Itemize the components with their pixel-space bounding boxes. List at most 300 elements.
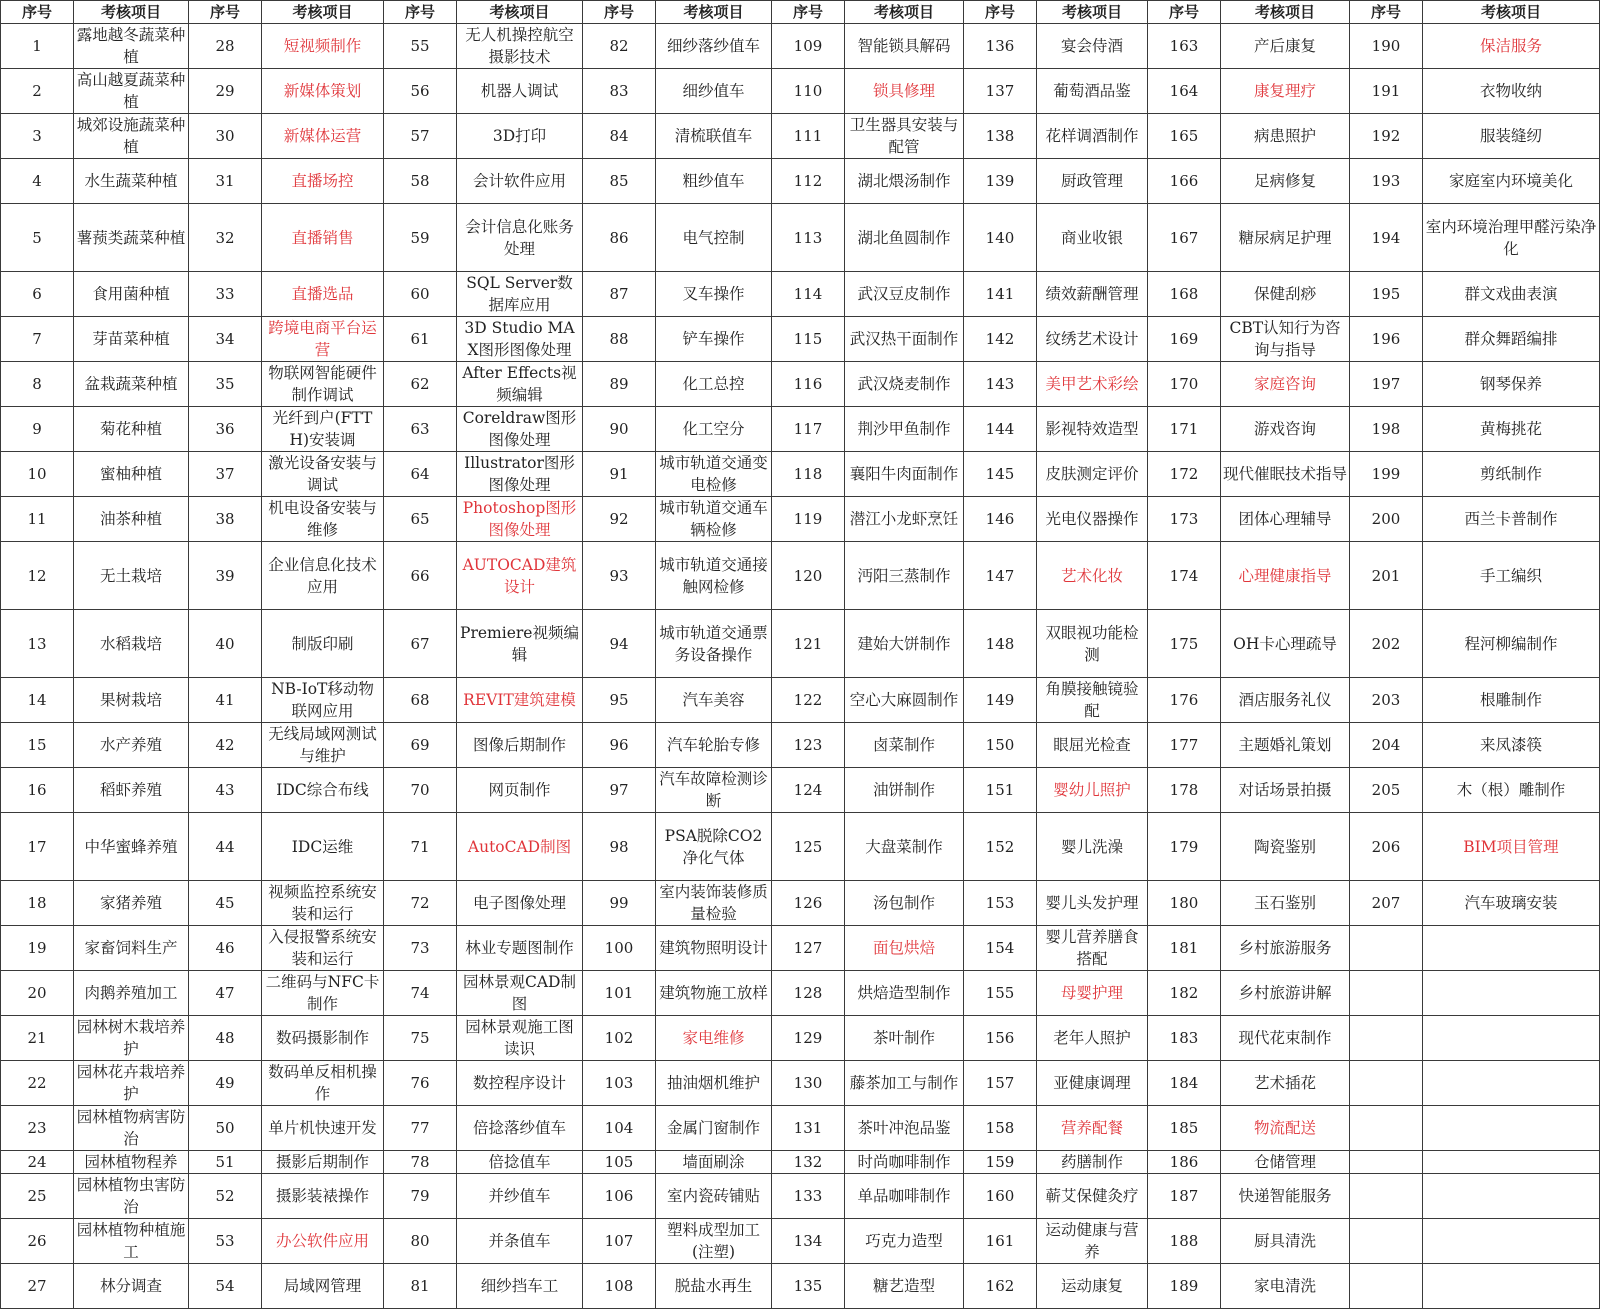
item-cell: 城郊设施蔬菜种植: [74, 114, 189, 159]
item-cell: 武汉烧麦制作: [845, 362, 964, 407]
index-cell: 1: [1, 24, 74, 69]
index-cell: 177: [1148, 723, 1221, 768]
item-cell: 室内装饰装修质量检验: [656, 881, 772, 926]
item-cell: 入侵报警系统安装和运行: [262, 926, 384, 971]
index-cell: 48: [189, 1016, 262, 1061]
table-row: [1, 768, 1600, 813]
index-cell: 42: [189, 723, 262, 768]
header-cell: 序号: [1, 1, 74, 24]
index-cell: 46: [189, 926, 262, 971]
index-cell: 135: [772, 1264, 845, 1309]
index-cell: 33: [189, 272, 262, 317]
item-cell: 短视频制作: [262, 24, 384, 69]
item-cell: 园林植物虫害防治: [74, 1174, 189, 1219]
index-cell: [1350, 1151, 1423, 1174]
item-cell: 服装缝纫: [1423, 114, 1600, 159]
item-cell: Premiere视频编辑: [457, 610, 583, 678]
index-cell: 3: [1, 114, 74, 159]
item-cell: 摄影后期制作: [262, 1151, 384, 1174]
table-row: [1, 971, 1600, 1016]
index-cell: 90: [583, 407, 656, 452]
item-cell: 花样调酒制作: [1037, 114, 1148, 159]
item-cell: 电气控制: [656, 204, 772, 272]
index-cell: 9: [1, 407, 74, 452]
item-cell: 水产养殖: [74, 723, 189, 768]
table-row: [1, 1061, 1600, 1106]
item-cell: 食用菌种植: [74, 272, 189, 317]
item-cell: 直播销售: [262, 204, 384, 272]
item-cell: 婴幼儿照护: [1037, 768, 1148, 813]
item-cell: 群文戏曲表演: [1423, 272, 1600, 317]
index-cell: 104: [583, 1106, 656, 1151]
item-cell: 3D Studio MAX图形图像处理: [457, 317, 583, 362]
table-row: [1, 114, 1600, 159]
item-cell: 芽苗菜种植: [74, 317, 189, 362]
item-cell: 沔阳三蒸制作: [845, 542, 964, 610]
index-cell: 207: [1350, 881, 1423, 926]
item-cell: 图像后期制作: [457, 723, 583, 768]
item-cell: 机器人调试: [457, 69, 583, 114]
table-row: [1, 813, 1600, 881]
index-cell: 49: [189, 1061, 262, 1106]
index-cell: 129: [772, 1016, 845, 1061]
item-cell: Photoshop图形图像处理: [457, 497, 583, 542]
index-cell: 36: [189, 407, 262, 452]
item-cell: 制版印刷: [262, 610, 384, 678]
item-cell: 婴儿头发护理: [1037, 881, 1148, 926]
item-cell: 化工空分: [656, 407, 772, 452]
item-cell: 酒店服务礼仪: [1221, 678, 1350, 723]
index-cell: 13: [1, 610, 74, 678]
index-cell: [1350, 1174, 1423, 1219]
item-cell: 葡萄酒品鉴: [1037, 69, 1148, 114]
index-cell: 138: [964, 114, 1037, 159]
index-cell: 161: [964, 1219, 1037, 1264]
index-cell: 85: [583, 159, 656, 204]
item-cell: 办公软件应用: [262, 1219, 384, 1264]
index-cell: 8: [1, 362, 74, 407]
item-cell: 商业收银: [1037, 204, 1148, 272]
header-cell: 考核项目: [262, 1, 384, 24]
item-cell: 汽车轮胎专修: [656, 723, 772, 768]
item-cell: 家畜饲料生产: [74, 926, 189, 971]
item-cell: 汽车故障检测诊断: [656, 768, 772, 813]
item-cell: 视频监控系统安装和运行: [262, 881, 384, 926]
item-cell: 3D打印: [457, 114, 583, 159]
item-cell: Illustrator图形图像处理: [457, 452, 583, 497]
table-row: [1, 407, 1600, 452]
index-cell: 139: [964, 159, 1037, 204]
item-cell: 茶叶制作: [845, 1016, 964, 1061]
index-cell: 149: [964, 678, 1037, 723]
table-row: [1, 1219, 1600, 1264]
item-cell: 纹绣艺术设计: [1037, 317, 1148, 362]
index-cell: 62: [384, 362, 457, 407]
index-cell: 159: [964, 1151, 1037, 1174]
index-cell: 167: [1148, 204, 1221, 272]
index-cell: 15: [1, 723, 74, 768]
index-cell: 202: [1350, 610, 1423, 678]
index-cell: 47: [189, 971, 262, 1016]
item-cell: 时尚咖啡制作: [845, 1151, 964, 1174]
index-cell: 44: [189, 813, 262, 881]
item-cell: 厨具清洗: [1221, 1219, 1350, 1264]
index-cell: 41: [189, 678, 262, 723]
index-cell: 34: [189, 317, 262, 362]
item-cell: 药膳制作: [1037, 1151, 1148, 1174]
item-cell: 薯蓣类蔬菜种植: [74, 204, 189, 272]
index-cell: 76: [384, 1061, 457, 1106]
table-row: [1, 881, 1600, 926]
item-cell: 糖尿病足护理: [1221, 204, 1350, 272]
table-row: [1, 24, 1600, 69]
item-cell: 潜江小龙虾烹饪: [845, 497, 964, 542]
item-cell: 家电清洗: [1221, 1264, 1350, 1309]
index-cell: 189: [1148, 1264, 1221, 1309]
item-cell: 稻虾养殖: [74, 768, 189, 813]
item-cell: 数码单反相机操作: [262, 1061, 384, 1106]
index-cell: 130: [772, 1061, 845, 1106]
item-cell: 细纱挡车工: [457, 1264, 583, 1309]
item-cell: 病患照护: [1221, 114, 1350, 159]
index-cell: 91: [583, 452, 656, 497]
item-cell: 巧克力造型: [845, 1219, 964, 1264]
index-cell: 102: [583, 1016, 656, 1061]
index-cell: 24: [1, 1151, 74, 1174]
item-cell: 亚健康调理: [1037, 1061, 1148, 1106]
index-cell: 43: [189, 768, 262, 813]
item-cell: 叉车操作: [656, 272, 772, 317]
index-cell: 205: [1350, 768, 1423, 813]
item-cell: 肉鹅养殖加工: [74, 971, 189, 1016]
item-cell: 油饼制作: [845, 768, 964, 813]
index-cell: 30: [189, 114, 262, 159]
index-cell: 110: [772, 69, 845, 114]
index-cell: 7: [1, 317, 74, 362]
index-cell: 54: [189, 1264, 262, 1309]
index-cell: 67: [384, 610, 457, 678]
item-cell: 机电设备安装与维修: [262, 497, 384, 542]
header-cell: 序号: [1350, 1, 1423, 24]
item-cell: 双眼视功能检测: [1037, 610, 1148, 678]
index-cell: 145: [964, 452, 1037, 497]
header-cell: 考核项目: [457, 1, 583, 24]
item-cell: 林分调查: [74, 1264, 189, 1309]
index-cell: 137: [964, 69, 1037, 114]
item-cell: 锁具修理: [845, 69, 964, 114]
index-cell: 87: [583, 272, 656, 317]
item-cell: Coreldraw图形图像处理: [457, 407, 583, 452]
item-cell: 运动健康与营养: [1037, 1219, 1148, 1264]
index-cell: 127: [772, 926, 845, 971]
index-cell: 105: [583, 1151, 656, 1174]
header-row: [1, 1, 1600, 24]
index-cell: 190: [1350, 24, 1423, 69]
item-cell: 剪纸制作: [1423, 452, 1600, 497]
item-cell: 摄影装裱操作: [262, 1174, 384, 1219]
index-cell: [1350, 1061, 1423, 1106]
item-cell: [1423, 1106, 1600, 1151]
item-cell: 藤茶加工与制作: [845, 1061, 964, 1106]
item-cell: 企业信息化技术应用: [262, 542, 384, 610]
index-cell: 179: [1148, 813, 1221, 881]
index-cell: 53: [189, 1219, 262, 1264]
index-cell: 16: [1, 768, 74, 813]
index-cell: 45: [189, 881, 262, 926]
index-cell: 176: [1148, 678, 1221, 723]
item-cell: 园林景观CAD制图: [457, 971, 583, 1016]
item-cell: 细纱值车: [656, 69, 772, 114]
index-cell: 37: [189, 452, 262, 497]
item-cell: 单品咖啡制作: [845, 1174, 964, 1219]
table-row: [1, 1151, 1600, 1174]
item-cell: After Effects视频编辑: [457, 362, 583, 407]
header-cell: 序号: [1148, 1, 1221, 24]
item-cell: 园林植物种植施工: [74, 1219, 189, 1264]
item-cell: 家庭咨询: [1221, 362, 1350, 407]
item-cell: 园林树木栽培养护: [74, 1016, 189, 1061]
item-cell: 高山越夏蔬菜种植: [74, 69, 189, 114]
item-cell: 墙面刷涂: [656, 1151, 772, 1174]
item-cell: 蜜柚种植: [74, 452, 189, 497]
index-cell: 73: [384, 926, 457, 971]
index-cell: 193: [1350, 159, 1423, 204]
item-cell: 婴儿营养膳食搭配: [1037, 926, 1148, 971]
header-cell: 序号: [583, 1, 656, 24]
index-cell: 75: [384, 1016, 457, 1061]
index-cell: 175: [1148, 610, 1221, 678]
index-cell: 78: [384, 1151, 457, 1174]
table-row: [1, 723, 1600, 768]
index-cell: 124: [772, 768, 845, 813]
item-cell: 玉石鉴别: [1221, 881, 1350, 926]
item-cell: 糖艺造型: [845, 1264, 964, 1309]
item-cell: 建筑物照明设计: [656, 926, 772, 971]
table-row: [1, 362, 1600, 407]
table-row: [1, 1264, 1600, 1309]
item-cell: 保健刮痧: [1221, 272, 1350, 317]
item-cell: 对话场景拍摄: [1221, 768, 1350, 813]
index-cell: 185: [1148, 1106, 1221, 1151]
item-cell: 老年人照护: [1037, 1016, 1148, 1061]
item-cell: 运动康复: [1037, 1264, 1148, 1309]
item-cell: 卫生器具安装与配管: [845, 114, 964, 159]
index-cell: 136: [964, 24, 1037, 69]
index-cell: 68: [384, 678, 457, 723]
item-cell: 足病修复: [1221, 159, 1350, 204]
table-row: [1, 317, 1600, 362]
index-cell: 172: [1148, 452, 1221, 497]
header-cell: 序号: [964, 1, 1037, 24]
index-cell: 107: [583, 1219, 656, 1264]
index-cell: 79: [384, 1174, 457, 1219]
index-cell: 118: [772, 452, 845, 497]
item-cell: 城市轨道交通变电检修: [656, 452, 772, 497]
index-cell: 166: [1148, 159, 1221, 204]
index-cell: 28: [189, 24, 262, 69]
item-cell: 露地越冬蔬菜种植: [74, 24, 189, 69]
index-cell: 55: [384, 24, 457, 69]
item-cell: 并纱值车: [457, 1174, 583, 1219]
index-cell: 74: [384, 971, 457, 1016]
index-cell: 20: [1, 971, 74, 1016]
table-body: [1, 24, 1600, 1309]
item-cell: 数控程序设计: [457, 1061, 583, 1106]
item-cell: 铲车操作: [656, 317, 772, 362]
index-cell: 94: [583, 610, 656, 678]
index-cell: 27: [1, 1264, 74, 1309]
index-cell: 173: [1148, 497, 1221, 542]
table-row: [1, 542, 1600, 610]
item-cell: [1423, 1219, 1600, 1264]
item-cell: [1423, 1061, 1600, 1106]
index-cell: 148: [964, 610, 1037, 678]
item-cell: 塑料成型加工(注塑): [656, 1219, 772, 1264]
index-cell: 58: [384, 159, 457, 204]
item-cell: 眼屈光检查: [1037, 723, 1148, 768]
index-cell: 51: [189, 1151, 262, 1174]
item-cell: SQL Server数据库应用: [457, 272, 583, 317]
index-cell: 82: [583, 24, 656, 69]
item-cell: 汽车玻璃安装: [1423, 881, 1600, 926]
index-cell: 162: [964, 1264, 1037, 1309]
item-cell: 园林植物病害防治: [74, 1106, 189, 1151]
index-cell: 178: [1148, 768, 1221, 813]
header-cell: 序号: [384, 1, 457, 24]
index-cell: 80: [384, 1219, 457, 1264]
item-cell: 皮肤测定评价: [1037, 452, 1148, 497]
index-cell: 115: [772, 317, 845, 362]
index-cell: 170: [1148, 362, 1221, 407]
item-cell: PSA脱除CO2净化气体: [656, 813, 772, 881]
item-cell: IDC运维: [262, 813, 384, 881]
item-cell: 倍捻值车: [457, 1151, 583, 1174]
item-cell: AUTOCAD建筑设计: [457, 542, 583, 610]
index-cell: 11: [1, 497, 74, 542]
index-cell: 164: [1148, 69, 1221, 114]
index-cell: 182: [1148, 971, 1221, 1016]
item-cell: [1423, 926, 1600, 971]
index-cell: 203: [1350, 678, 1423, 723]
index-cell: 188: [1148, 1219, 1221, 1264]
index-cell: [1350, 1264, 1423, 1309]
index-cell: 158: [964, 1106, 1037, 1151]
item-cell: [1423, 1264, 1600, 1309]
item-cell: 中华蜜蜂养殖: [74, 813, 189, 881]
item-cell: 陶瓷鉴别: [1221, 813, 1350, 881]
item-cell: 激光设备安装与调试: [262, 452, 384, 497]
index-cell: 160: [964, 1174, 1037, 1219]
item-cell: REVIT建筑建模: [457, 678, 583, 723]
index-cell: 146: [964, 497, 1037, 542]
index-cell: [1350, 1219, 1423, 1264]
header-cell: 考核项目: [1221, 1, 1350, 24]
index-cell: 69: [384, 723, 457, 768]
item-cell: 来凤漆筷: [1423, 723, 1600, 768]
item-cell: 网页制作: [457, 768, 583, 813]
index-cell: [1350, 971, 1423, 1016]
index-cell: 147: [964, 542, 1037, 610]
item-cell: 根雕制作: [1423, 678, 1600, 723]
item-cell: 清梳联值车: [656, 114, 772, 159]
item-cell: AutoCAD制图: [457, 813, 583, 881]
index-cell: 119: [772, 497, 845, 542]
index-cell: 200: [1350, 497, 1423, 542]
header-cell: 考核项目: [74, 1, 189, 24]
index-cell: 101: [583, 971, 656, 1016]
item-cell: 果树栽培: [74, 678, 189, 723]
item-cell: 汽车美容: [656, 678, 772, 723]
item-cell: 化工总控: [656, 362, 772, 407]
item-cell: 产后康复: [1221, 24, 1350, 69]
index-cell: 10: [1, 452, 74, 497]
index-cell: 153: [964, 881, 1037, 926]
item-cell: 现代花束制作: [1221, 1016, 1350, 1061]
index-cell: 183: [1148, 1016, 1221, 1061]
table-row: [1, 497, 1600, 542]
index-cell: 112: [772, 159, 845, 204]
index-cell: 134: [772, 1219, 845, 1264]
item-cell: 西兰卡普制作: [1423, 497, 1600, 542]
index-cell: 154: [964, 926, 1037, 971]
index-cell: 181: [1148, 926, 1221, 971]
index-cell: [1350, 1106, 1423, 1151]
index-cell: 65: [384, 497, 457, 542]
item-cell: 艺术化妆: [1037, 542, 1148, 610]
index-cell: 169: [1148, 317, 1221, 362]
index-cell: 133: [772, 1174, 845, 1219]
header-cell: 考核项目: [1037, 1, 1148, 24]
index-cell: 93: [583, 542, 656, 610]
index-cell: 5: [1, 204, 74, 272]
item-cell: 蕲艾保健灸疗: [1037, 1174, 1148, 1219]
table-row: [1, 926, 1600, 971]
index-cell: 152: [964, 813, 1037, 881]
index-cell: 191: [1350, 69, 1423, 114]
item-cell: 建始大饼制作: [845, 610, 964, 678]
index-cell: 106: [583, 1174, 656, 1219]
item-cell: 艺术插花: [1221, 1061, 1350, 1106]
index-cell: 72: [384, 881, 457, 926]
item-cell: 武汉热干面制作: [845, 317, 964, 362]
index-cell: 84: [583, 114, 656, 159]
index-cell: 150: [964, 723, 1037, 768]
item-cell: 游戏咨询: [1221, 407, 1350, 452]
table-row: [1, 1106, 1600, 1151]
table-row: [1, 1016, 1600, 1061]
item-cell: 物联网智能硬件制作调试: [262, 362, 384, 407]
item-cell: 倍捻落纱值车: [457, 1106, 583, 1151]
index-cell: 157: [964, 1061, 1037, 1106]
index-cell: 12: [1, 542, 74, 610]
index-cell: 66: [384, 542, 457, 610]
index-cell: 4: [1, 159, 74, 204]
item-cell: 跨境电商平台运营: [262, 317, 384, 362]
header-cell: 序号: [772, 1, 845, 24]
item-cell: 绩效薪酬管理: [1037, 272, 1148, 317]
item-cell: 光电仪器操作: [1037, 497, 1148, 542]
index-cell: 143: [964, 362, 1037, 407]
index-cell: 23: [1, 1106, 74, 1151]
index-cell: 126: [772, 881, 845, 926]
index-cell: 52: [189, 1174, 262, 1219]
header-cell: 序号: [189, 1, 262, 24]
index-cell: 29: [189, 69, 262, 114]
index-cell: 95: [583, 678, 656, 723]
index-cell: 88: [583, 317, 656, 362]
item-cell: 油茶种植: [74, 497, 189, 542]
item-cell: 保洁服务: [1423, 24, 1600, 69]
